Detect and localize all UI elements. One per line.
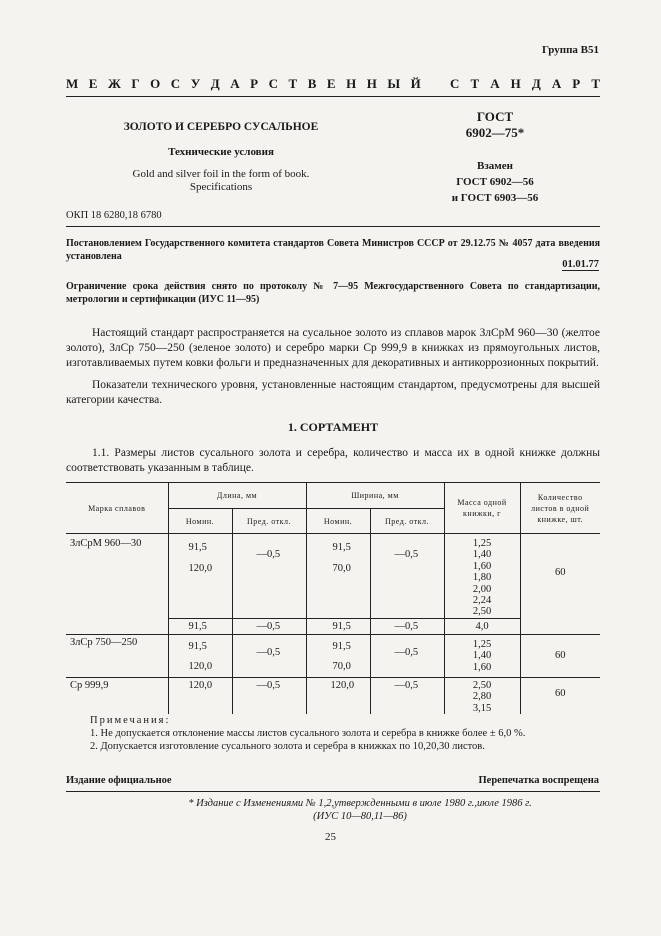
paragraph-1-1: 1.1. Размеры листов сусального золота и серебра, количество и масса их в одной книжке должны соответствовать указанным в таблице.	[66, 447, 600, 474]
zlsrm-width-1: 91,5	[332, 542, 351, 553]
zlsrm-b-mass: 4,0	[444, 618, 520, 634]
header-width-nominal: Номин.	[306, 509, 370, 534]
zlsrm-mass-7: 2,50	[472, 606, 492, 618]
sr-count: 60	[555, 688, 566, 700]
standard-banner	[66, 76, 600, 92]
header-rule	[66, 226, 600, 227]
zlsr-count: 60	[520, 634, 600, 677]
zlsrm-length-1: 91,5	[188, 542, 207, 553]
zlsr-length-2: 120,0	[188, 660, 213, 672]
zlsr-width-2: 70,0	[332, 660, 351, 672]
document-subtitle: Технические условия	[168, 146, 274, 158]
zlsrm-mass-1: 1,25	[472, 538, 492, 549]
replaces-gost-2: и ГОСТ 6903—56	[451, 192, 539, 204]
zlsrm-width-nominal	[306, 534, 370, 619]
footnote-line-1: * Издание с Изменениями № 1,2,утвержденными в июле 1980 г.,июле 1986 г.	[188, 798, 532, 809]
english-title	[66, 168, 376, 194]
header-width: Ширина, мм	[306, 483, 444, 509]
okp-code: ОКП 18 6280,18 6780	[66, 210, 162, 221]
zlsr-mass-list	[444, 634, 520, 677]
zlsr-mass-2: 1,40	[472, 650, 492, 662]
limit-text: Ограничение срока действия снято по протоколу № 7—95 Межгосударственного Совета по стандартизации, метрологии и сертификации (ИУС 11—95)	[66, 281, 600, 305]
header-mass: Масса одной книжки, г	[444, 483, 520, 534]
zlsrm-mass-3: 1,60	[472, 560, 492, 572]
header-length-nominal: Номин.	[168, 509, 232, 534]
grade-zlsr: ЗлСр 750—250	[66, 634, 168, 677]
sr-width-nominal: 120,0	[306, 677, 370, 714]
gost-number	[430, 109, 560, 141]
paragraph-quality: Показатели технического уровня, установленные настоящим стандартом, предусмотрены для высшей категории качества.	[66, 379, 600, 406]
sr-mass-3: 3,15	[472, 702, 492, 714]
zlsr-length-tolerance: —0,5	[232, 634, 306, 677]
official-edition: Издание официальное	[66, 775, 172, 786]
edition-footnote	[140, 797, 580, 823]
document-title: ЗОЛОТО И СЕРЕБРО СУСАЛЬНОЕ	[123, 121, 319, 133]
decree-text: Постановлением Государственного комитета стандартов Совета Министров СССР от 29.12.75 № 4057 дата введения установлена	[66, 238, 600, 262]
replaces-label: Взамен	[477, 160, 513, 172]
zlsrm-b-width: 91,5	[306, 618, 370, 634]
gost-code: 6902—75*	[465, 125, 525, 140]
footer-rule	[66, 791, 600, 792]
zlsrm-b-length: 91,5	[168, 618, 232, 634]
notes-heading: Примечания:	[90, 715, 171, 726]
gost-label: ГОСТ	[476, 109, 514, 124]
header-count: Количество листов в одной книжке, шт.	[520, 483, 600, 534]
sr-mass-1: 2,50	[472, 679, 492, 691]
header-length-tolerance: Пред. откл.	[232, 509, 306, 534]
zlsrm-mass-2: 1,40	[472, 549, 492, 561]
zlsr-width-1: 91,5	[332, 640, 351, 652]
zlsrm-mass-4: 1,80	[472, 572, 492, 584]
sr-length-tolerance: —0,5	[232, 677, 306, 714]
group-code: Группа В51	[541, 44, 599, 56]
zlsr-mass-3: 1,60	[472, 661, 492, 673]
sr-mass-2: 2,80	[472, 691, 492, 703]
zlsrm-mass-6: 2,24	[472, 595, 492, 607]
paragraph-scope: Настоящий стандарт распространяется на сусальное золото из сплавов марок ЗлСрМ 960—30 (желтое золото), ЗлСр 750—250 (зеленое золото) и серебро марки Ср 999,9 в книжках из прямоугольных листов, изготавливаемых путем ковки фольги и предназначенных для декоративных и антикоррозионных покрытий.	[66, 327, 600, 369]
zlsrm-width-2: 70,0	[332, 563, 351, 574]
zlsrm-b-length-tolerance: —0,5	[232, 618, 306, 634]
zlsrm-length-nominal	[168, 534, 232, 619]
banner-word-interstate: М Е Ж Г О С У Д А Р С Т В Е Н Н Ы Й	[66, 76, 421, 91]
footnote-line-2: (ИУС 10—80,11—86)	[313, 811, 407, 822]
header-length: Длина, мм	[168, 483, 306, 509]
zlsrm-length-2: 120,0	[188, 563, 213, 574]
english-title-line-2: Specifications	[189, 181, 253, 193]
banner-rule	[66, 96, 600, 97]
zlsrm-mass-5: 2,00	[472, 583, 492, 595]
replaces-gost-1: ГОСТ 6902—56	[456, 176, 534, 188]
table-notes	[90, 714, 525, 753]
zlsrm-width-tolerance: —0,5	[370, 534, 444, 619]
grade-sr: Ср 999,9	[66, 677, 168, 714]
english-title-line-1: Gold and silver foil in the form of book.	[132, 168, 310, 180]
zlsr-width-tolerance: —0,5	[370, 634, 444, 677]
section-heading: 1. СОРТАМЕНТ	[287, 420, 379, 434]
sr-length-nominal: 120,0	[168, 677, 232, 714]
reprint-prohibited: Перепечатка воспрещена	[478, 775, 599, 786]
zlsr-mass-1: 1,25	[472, 638, 492, 650]
note-2: 2. Допускается изготовление сусального золота и серебра в книжках по 10,20,30 листов.	[90, 741, 485, 752]
zlsr-width-nominal	[306, 634, 370, 677]
page-number: 25	[325, 831, 336, 843]
zlsr-length-nominal	[168, 634, 232, 677]
note-1: 1. Не допускается отклонение массы листов сусального золота и серебра в книжке более ± 6,0 %.	[90, 728, 526, 739]
introduction-date: 01.01.77	[562, 259, 599, 270]
replaces-block	[430, 158, 560, 206]
sr-mass-list	[444, 677, 520, 714]
grade-zlsrm: ЗлСрМ 960—30	[66, 534, 168, 635]
zlsrm-b-width-tolerance: —0,5	[370, 618, 444, 634]
zlsr-length-1: 91,5	[188, 640, 207, 652]
header-width-tolerance: Пред. откл.	[370, 509, 444, 534]
header-grade: Марка сплавов	[66, 483, 168, 534]
sr-width-tolerance: —0,5	[370, 677, 444, 714]
zlsrm-count: 60	[520, 534, 600, 635]
dimensions-table	[66, 482, 600, 714]
zlsrm-mass-list	[444, 534, 520, 619]
banner-word-standard: С Т А Н Д А Р Т	[450, 76, 600, 91]
zlsrm-length-tolerance: —0,5	[232, 534, 306, 619]
